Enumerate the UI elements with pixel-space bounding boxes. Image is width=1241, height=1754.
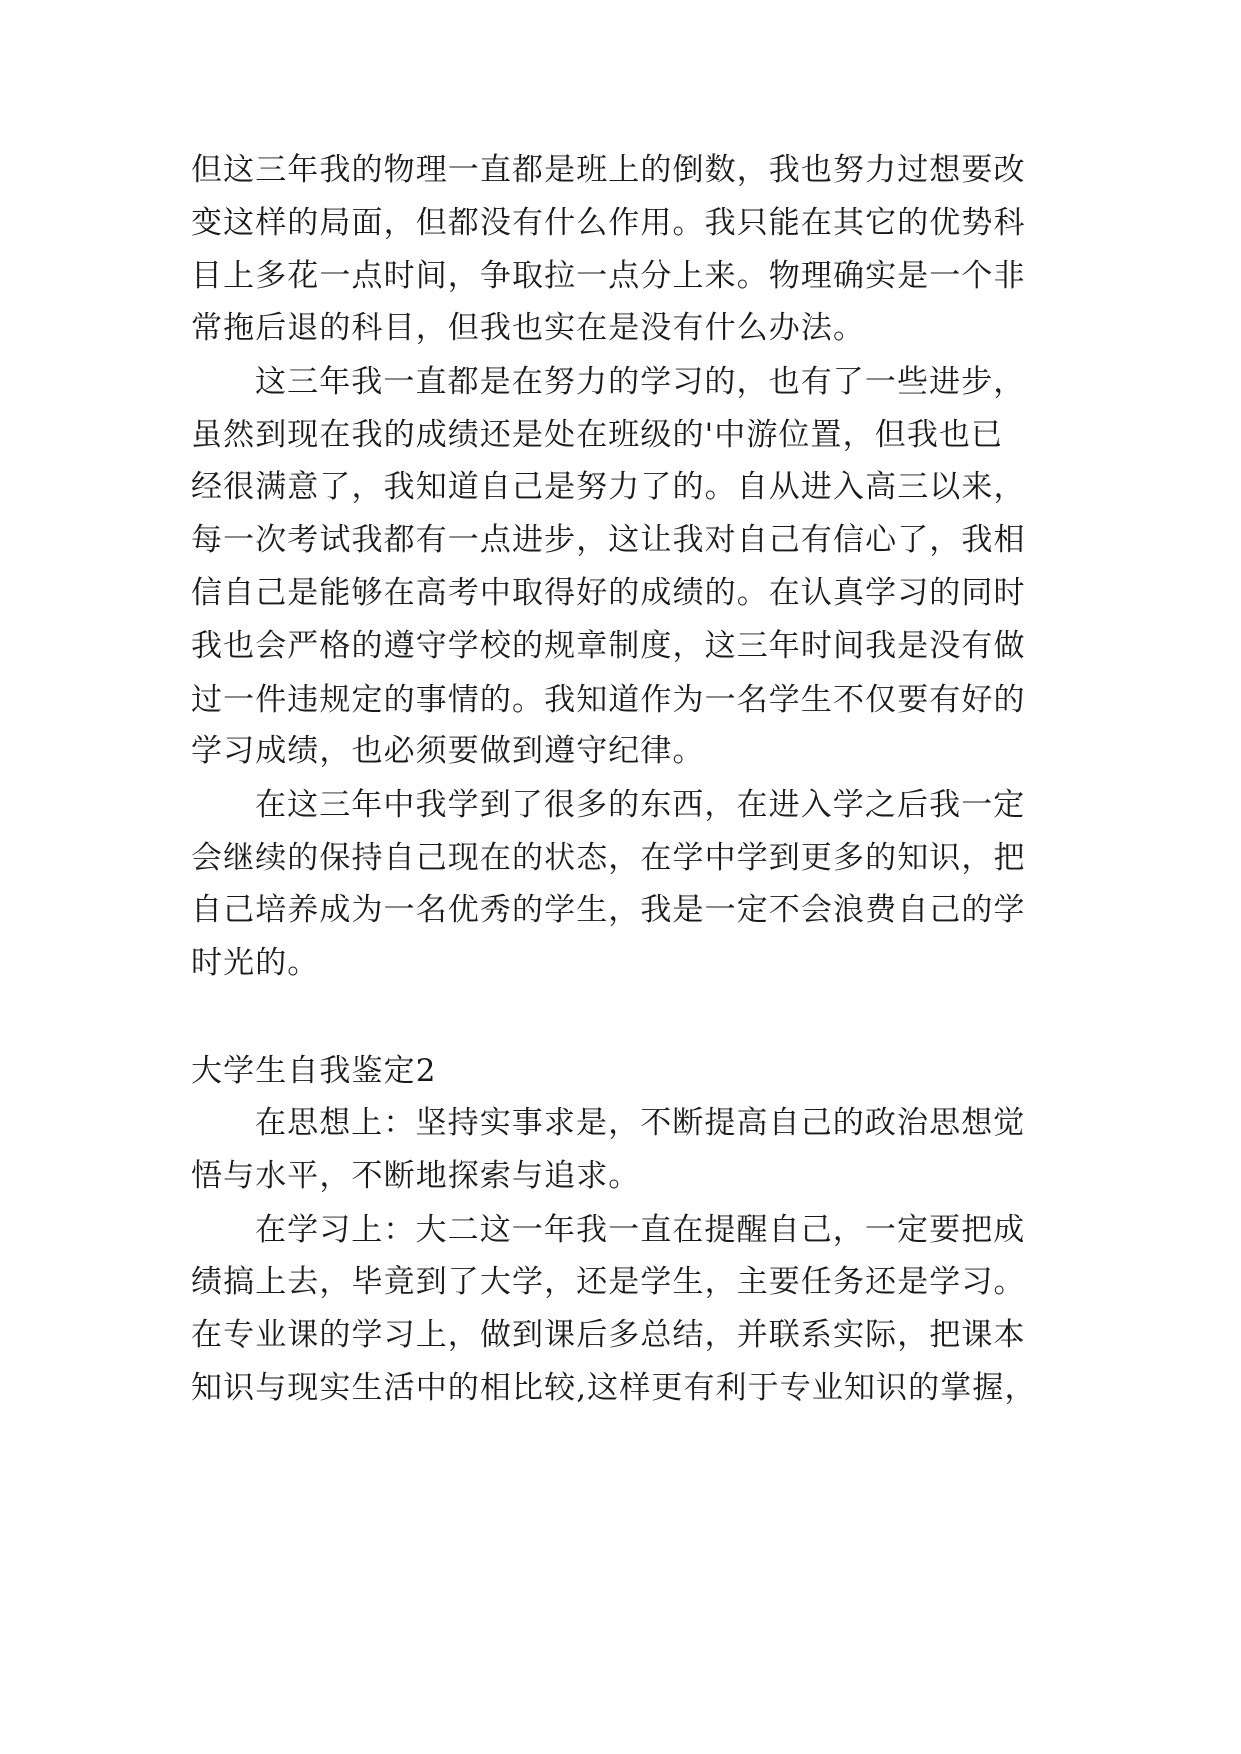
text-line: 过一件违规定的事情的。我知道作为一名学生不仅要有好的 xyxy=(191,682,1026,718)
paragraph-first-line: 在学习上：大二这一年我一直在提醒自己，一定要把成 xyxy=(255,1212,1026,1248)
text-line: 每一次考试我都有一点进步，这让我对自己有信心了，我相 xyxy=(191,522,1026,558)
text-line: 悟与水平，不断地探索与追求。 xyxy=(191,1158,641,1194)
paragraph-first-line: 在这三年中我学到了很多的东西，在进入学之后我一定 xyxy=(255,787,1026,823)
text-line: 绩搞上去，毕竟到了大学，还是学生，主要任务还是学习。 xyxy=(191,1264,1026,1300)
text-line: 在专业课的学习上，做到课后多总结，并联系实际，把课本 xyxy=(191,1317,1026,1353)
text-line: 学习成绩，也必须要做到遵守纪律。 xyxy=(191,733,705,769)
text-line: 会继续的保持自己现在的状态，在学中学到更多的知识，把 xyxy=(191,840,1026,876)
text-line: 信自己是能够在高考中取得好的成绩的。在认真学习的同时 xyxy=(191,575,1026,611)
section-title: 大学生自我鉴定2 xyxy=(191,1053,437,1089)
text-line: 常拖后退的科目，但我也实在是没有什么办法。 xyxy=(191,310,866,346)
paragraph-first-line: 这三年我一直都是在努力的学习的，也有了一些进步， xyxy=(255,364,1026,400)
text-line: 变这样的局面，但都没有什么作用。我只能在其它的优势科 xyxy=(191,205,1026,241)
text-line: 目上多花一点时间，争取拉一点分上来。物理确实是一个非 xyxy=(191,258,1026,294)
text-line: 但这三年我的物理一直都是班上的倒数，我也努力过想要改 xyxy=(191,152,1026,188)
text-line: 知识与现实生活中的相比较,这样更有利于专业知识的掌握， xyxy=(191,1370,1037,1406)
paragraph-first-line: 在思想上：坚持实事求是，不断提高自己的政治思想觉 xyxy=(255,1105,1026,1141)
text-line: 我也会严格的遵守学校的规章制度，这三年时间我是没有做 xyxy=(191,628,1026,664)
text-line: 虽然到现在我的成绩还是处在班级的'中游位置，但我也已 xyxy=(191,417,1004,453)
text-line: 经很满意了，我知道自己是努力了的。自从进入高三以来， xyxy=(191,469,1026,505)
text-line: 自己培养成为一名优秀的学生，我是一定不会浪费自己的学 xyxy=(191,892,1026,928)
text-line: 时光的。 xyxy=(191,945,320,981)
